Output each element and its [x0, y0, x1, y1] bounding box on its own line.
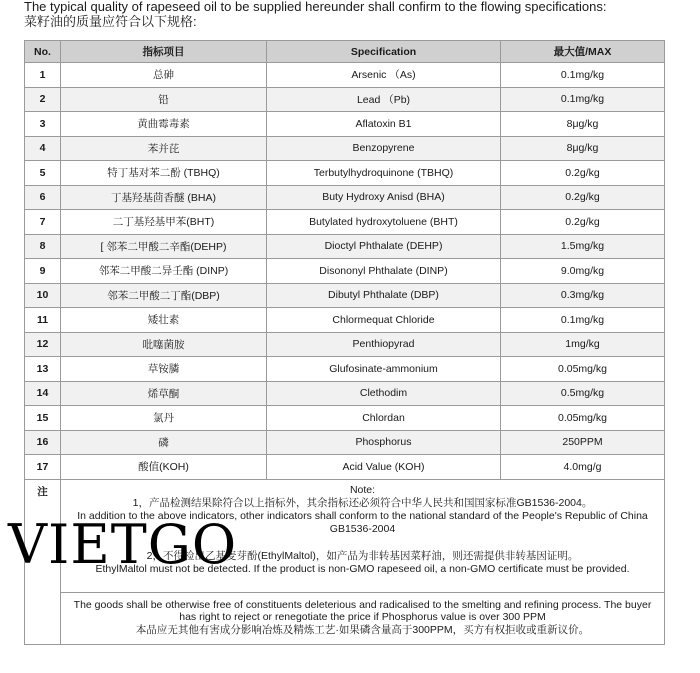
row-number: 10	[25, 283, 61, 308]
table-header-row	[25, 41, 665, 63]
note-extra-english: The goods shall be otherwise free of constituents deleterious and radicalised to the smelting and refining process. The buyer has right to reject or renegotiate the price if Phosphorus value is over 300 PPM	[73, 598, 652, 624]
row-max-value: 0.2g/kg	[501, 185, 665, 210]
row-number: 1	[25, 63, 61, 88]
row-max-value: 250PPM	[501, 430, 665, 455]
row-number: 9	[25, 259, 61, 284]
row-item-cn: 酸值(KOH)	[61, 455, 267, 480]
row-specification: Arsenic （As)	[267, 63, 501, 88]
row-specification: Clethodim	[267, 381, 501, 406]
table-row	[25, 136, 665, 161]
row-max-value: 4.0mg/g	[501, 455, 665, 480]
header-item-cn: 指标项目	[61, 41, 267, 63]
row-specification: Chlordan	[267, 406, 501, 431]
table-row	[25, 234, 665, 259]
row-item-cn: 草铵膦	[61, 357, 267, 382]
row-item-cn: 吡噻菌胺	[61, 332, 267, 357]
row-number: 6	[25, 185, 61, 210]
row-number: 17	[25, 455, 61, 480]
row-specification: Disononyl Phthalate (DINP)	[267, 259, 501, 284]
intro-english: The typical quality of rapeseed oil to be supplied hereunder shall confirm to the flowing specifications:	[24, 0, 607, 14]
row-specification: Buty Hydroxy Anisd (BHA)	[267, 185, 501, 210]
table-row	[25, 210, 665, 235]
intro	[24, 0, 684, 29]
row-max-value: 0.1mg/kg	[501, 87, 665, 112]
row-max-value: 0.05mg/kg	[501, 406, 665, 431]
row-specification: Benzopyrene	[267, 136, 501, 161]
table-row	[25, 185, 665, 210]
row-specification: Acid Value (KOH)	[267, 455, 501, 480]
table-row	[25, 112, 665, 137]
row-specification: Phosphorus	[267, 430, 501, 455]
row-item-cn: 矮壮素	[61, 308, 267, 333]
row-specification: Terbutylhydroquinone (TBHQ)	[267, 161, 501, 186]
row-item-cn: 氯丹	[61, 406, 267, 431]
vietgo-watermark: VIETGO	[8, 513, 238, 576]
row-max-value: 1mg/kg	[501, 332, 665, 357]
row-number: 15	[25, 406, 61, 431]
notes-extra-cell	[61, 592, 665, 644]
row-max-value: 0.1mg/kg	[501, 63, 665, 88]
row-specification: Dibutyl Phthalate (DBP)	[267, 283, 501, 308]
note-1-english: In addition to the above indicators, other indicators shall conform to the national standard of the People's Republic of China GB1536-2004	[77, 509, 648, 535]
row-number: 2	[25, 87, 61, 112]
table-row	[25, 357, 665, 382]
row-max-value: 0.1mg/kg	[501, 308, 665, 333]
row-specification: Glufosinate-ammonium	[267, 357, 501, 382]
note-2-chinese: 2，不得检出乙基麦芽酚(EthylMaltol)，如产品为非转基因菜籽油，则还需提供非转基因证明。	[146, 549, 579, 562]
row-item-cn: 磷	[61, 430, 267, 455]
table-row	[25, 161, 665, 186]
note-2-english: EthylMaltol must not be detected. If the product is non-GMO rapeseed oil, a non-GMO certificate must be provided.	[95, 562, 630, 575]
row-max-value: 0.2g/kg	[501, 210, 665, 235]
row-number: 8	[25, 234, 61, 259]
intro-chinese: 菜籽油的质量应符合以下规格:	[24, 14, 197, 29]
row-item-cn: 总砷	[61, 63, 267, 88]
row-number: 13	[25, 357, 61, 382]
row-max-value: 9.0mg/kg	[501, 259, 665, 284]
row-item-cn: 烯草酮	[61, 381, 267, 406]
table-row	[25, 332, 665, 357]
header-max: 最大值/MAX	[501, 41, 665, 63]
row-item-cn: 苯并芘	[61, 136, 267, 161]
row-number: 3	[25, 112, 61, 137]
row-max-value: 8μg/kg	[501, 136, 665, 161]
row-specification: Penthiopyrad	[267, 332, 501, 357]
notes-label: 注	[25, 479, 61, 644]
table-row	[25, 455, 665, 480]
table-row	[25, 308, 665, 333]
row-specification: Aflatoxin B1	[267, 112, 501, 137]
row-specification: Lead （Pb)	[267, 87, 501, 112]
row-max-value: 8μg/kg	[501, 112, 665, 137]
row-max-value: 0.3mg/kg	[501, 283, 665, 308]
notes-extra-row	[25, 592, 665, 644]
row-number: 11	[25, 308, 61, 333]
row-item-cn: 邻苯二甲酸二异壬酯 (DINP)	[61, 259, 267, 284]
table-row	[25, 430, 665, 455]
row-item-cn: 黄曲霉毒素	[61, 112, 267, 137]
row-item-cn: 丁基羟基茴香醚 (BHA)	[61, 185, 267, 210]
note-extra-chinese: 本品应无其他有害成分影响冶炼及精炼工艺·如果磷含量高于300PPM，买方有权拒收或重新议价。	[135, 623, 590, 636]
row-number: 12	[25, 332, 61, 357]
row-max-value: 1.5mg/kg	[501, 234, 665, 259]
row-item-cn: 二丁基羟基甲苯(BHT)	[61, 210, 267, 235]
header-no: No.	[25, 41, 61, 63]
table-row	[25, 259, 665, 284]
row-specification: Butylated hydroxytoluene (BHT)	[267, 210, 501, 235]
row-item-cn: 邻苯二甲酸二丁酯(DBP)	[61, 283, 267, 308]
table-row	[25, 381, 665, 406]
row-number: 5	[25, 161, 61, 186]
header-specification: Specification	[267, 41, 501, 63]
table-row	[25, 63, 665, 88]
row-number: 7	[25, 210, 61, 235]
row-item-cn: 铅	[61, 87, 267, 112]
table-row	[25, 406, 665, 431]
row-max-value: 0.5mg/kg	[501, 381, 665, 406]
row-item-cn: 特丁基对苯二酚 (TBHQ)	[61, 161, 267, 186]
row-specification: Dioctyl Phthalate (DEHP)	[267, 234, 501, 259]
note-1-chinese: 1，产品检测结果除符合以上指标外，其余指标还必须符合中华人民共和国国家标准GB1536-2004。	[132, 496, 593, 509]
table-body	[25, 63, 665, 480]
row-item-cn: [ 邻苯二甲酸二辛酯(DEHP)	[61, 234, 267, 259]
table-row	[25, 87, 665, 112]
row-max-value: 0.05mg/kg	[501, 357, 665, 382]
row-max-value: 0.2g/kg	[501, 161, 665, 186]
notes-title: Note:	[349, 483, 376, 496]
table-row	[25, 283, 665, 308]
row-number: 16	[25, 430, 61, 455]
row-number: 4	[25, 136, 61, 161]
row-number: 14	[25, 381, 61, 406]
row-specification: Chlormequat Chloride	[267, 308, 501, 333]
